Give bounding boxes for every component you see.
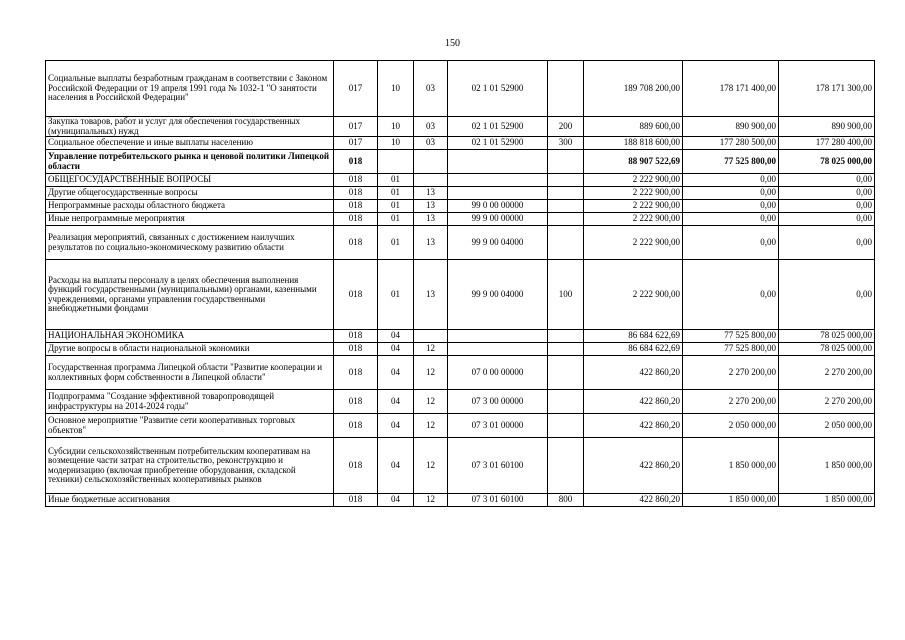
amount-year-3: 0,00: [779, 226, 875, 260]
target-article-code: 07 0 00 00000: [448, 356, 548, 390]
table-row: [46, 330, 875, 343]
expense-type-code: [548, 61, 584, 117]
section-code: 04: [378, 330, 414, 343]
subsection-code: 03: [414, 61, 448, 117]
section-code: 01: [378, 213, 414, 226]
table-row: [46, 213, 875, 226]
subsection-code: 12: [414, 390, 448, 414]
amount-year-1: 422 860,20: [584, 494, 683, 507]
expense-name: ОБЩЕГОСУДАРСТВЕННЫЕ ВОПРОСЫ: [46, 174, 334, 187]
target-article-code: [448, 187, 548, 200]
table-row: [46, 61, 875, 117]
target-article-code: 07 3 00 00000: [448, 390, 548, 414]
subsection-code: 13: [414, 200, 448, 213]
expense-name: Другие общегосударственные вопросы: [46, 187, 334, 200]
amount-year-1: 2 222 900,00: [584, 200, 683, 213]
target-article-code: 99 0 00 00000: [448, 200, 548, 213]
expense-type-code: 300: [548, 137, 584, 150]
target-article-code: 99 9 00 00000: [448, 213, 548, 226]
expense-type-code: [548, 330, 584, 343]
expense-name: Иные бюджетные ассигнования: [46, 494, 334, 507]
section-code: 04: [378, 494, 414, 507]
subsection-code: 13: [414, 226, 448, 260]
ministry-code: 018: [334, 200, 378, 213]
amount-year-1: 422 860,20: [584, 390, 683, 414]
target-article-code: 07 3 01 60100: [448, 438, 548, 494]
ministry-code: 017: [334, 137, 378, 150]
target-article-code: [448, 174, 548, 187]
amount-year-1: 88 907 522,69: [584, 150, 683, 174]
amount-year-3: 78 025 000,00: [779, 343, 875, 356]
table-row: [46, 356, 875, 390]
expense-name: Государственная программа Липецкой области "Развитие кооперации и коллективных форм собственности в Липецкой области": [46, 356, 334, 390]
expense-type-code: 800: [548, 494, 584, 507]
expense-name: Закупка товаров, работ и услуг для обеспечения государственных (муниципальных) нужд: [46, 117, 334, 137]
ministry-code: 018: [334, 213, 378, 226]
subsection-code: 12: [414, 438, 448, 494]
section-code: 01: [378, 260, 414, 330]
expense-type-code: [548, 150, 584, 174]
ministry-code: 018: [334, 330, 378, 343]
amount-year-1: 422 860,20: [584, 438, 683, 494]
section-code: 01: [378, 187, 414, 200]
amount-year-1: 889 600,00: [584, 117, 683, 137]
section-code: 10: [378, 61, 414, 117]
amount-year-1: 86 684 622,69: [584, 343, 683, 356]
table-row: [46, 226, 875, 260]
amount-year-3: 78 025 000,00: [779, 150, 875, 174]
amount-year-1: 2 222 900,00: [584, 174, 683, 187]
expense-type-code: [548, 174, 584, 187]
ministry-code: 017: [334, 61, 378, 117]
expense-name: Другие вопросы в области национальной экономики: [46, 343, 334, 356]
amount-year-3: 0,00: [779, 187, 875, 200]
budget-table: [45, 60, 875, 507]
ministry-code: 018: [334, 260, 378, 330]
expense-type-code: [548, 438, 584, 494]
amount-year-2: 2 050 000,00: [683, 414, 779, 438]
ministry-code: 018: [334, 187, 378, 200]
expense-name: Иные непрограммные мероприятия: [46, 213, 334, 226]
ministry-code: 018: [334, 174, 378, 187]
subsection-code: 13: [414, 260, 448, 330]
expense-name: Социальное обеспечение и иные выплаты населению: [46, 137, 334, 150]
amount-year-3: 0,00: [779, 213, 875, 226]
amount-year-1: 2 222 900,00: [584, 187, 683, 200]
amount-year-1: 2 222 900,00: [584, 260, 683, 330]
subsection-code: [414, 330, 448, 343]
amount-year-2: 0,00: [683, 200, 779, 213]
table-row: [46, 174, 875, 187]
target-article-code: 02 1 01 52900: [448, 117, 548, 137]
amount-year-3: 1 850 000,00: [779, 438, 875, 494]
subsection-code: 12: [414, 414, 448, 438]
table-row: [46, 117, 875, 137]
amount-year-3: 890 900,00: [779, 117, 875, 137]
target-article-code: [448, 343, 548, 356]
expense-type-code: [548, 390, 584, 414]
section-code: 01: [378, 200, 414, 213]
amount-year-2: 77 525 800,00: [683, 330, 779, 343]
amount-year-2: 1 850 000,00: [683, 438, 779, 494]
table-row: [46, 200, 875, 213]
subsection-code: 03: [414, 137, 448, 150]
expense-name: Управление потребительского рынка и ценовой политики Липецкой области: [46, 150, 334, 174]
amount-year-3: 0,00: [779, 260, 875, 330]
amount-year-2: 0,00: [683, 260, 779, 330]
section-code: 01: [378, 226, 414, 260]
expense-type-code: [548, 213, 584, 226]
target-article-code: 07 3 01 00000: [448, 414, 548, 438]
ministry-code: 018: [334, 226, 378, 260]
amount-year-2: 0,00: [683, 226, 779, 260]
expense-type-code: [548, 226, 584, 260]
amount-year-2: 2 270 200,00: [683, 356, 779, 390]
expense-type-code: [548, 200, 584, 213]
section-code: 04: [378, 356, 414, 390]
subsection-code: [414, 174, 448, 187]
amount-year-2: 890 900,00: [683, 117, 779, 137]
expense-name: Расходы на выплаты персоналу в целях обеспечения выполнения функций государственными (муниципальными) органами, казенными учреждениями, органами управления государственными внебюджетными фондами: [46, 260, 334, 330]
expense-name: Подпрограмма "Создание эффективной товаропроводящей инфраструктуры на 2014-2024 годы": [46, 390, 334, 414]
expense-name: Основное мероприятие "Развитие сети кооперативных торговых объектов": [46, 414, 334, 438]
table-row: [46, 187, 875, 200]
section-code: 10: [378, 137, 414, 150]
target-article-code: 02 1 01 52900: [448, 137, 548, 150]
target-article-code: 99 9 00 04000: [448, 260, 548, 330]
subsection-code: [414, 150, 448, 174]
ministry-code: 018: [334, 390, 378, 414]
amount-year-2: 177 280 500,00: [683, 137, 779, 150]
subsection-code: 03: [414, 117, 448, 137]
amount-year-2: 0,00: [683, 187, 779, 200]
table-row: [46, 438, 875, 494]
amount-year-3: 2 270 200,00: [779, 356, 875, 390]
amount-year-2: 0,00: [683, 174, 779, 187]
expense-type-code: [548, 343, 584, 356]
expense-name: Реализация мероприятий, связанных с достижением наилучших результатов по социально-экономическому развитию области: [46, 226, 334, 260]
subsection-code: 12: [414, 494, 448, 507]
subsection-code: 12: [414, 356, 448, 390]
amount-year-2: 1 850 000,00: [683, 494, 779, 507]
ministry-code: 018: [334, 494, 378, 507]
target-article-code: 99 9 00 04000: [448, 226, 548, 260]
target-article-code: 07 3 01 60100: [448, 494, 548, 507]
section-code: 10: [378, 117, 414, 137]
table-row: [46, 260, 875, 330]
table-row: [46, 137, 875, 150]
expense-type-code: [548, 414, 584, 438]
amount-year-2: 178 171 400,00: [683, 61, 779, 117]
amount-year-1: 188 818 600,00: [584, 137, 683, 150]
amount-year-3: 2 050 000,00: [779, 414, 875, 438]
amount-year-2: 77 525 800,00: [683, 343, 779, 356]
amount-year-1: 189 708 200,00: [584, 61, 683, 117]
section-code: [378, 150, 414, 174]
amount-year-1: 86 684 622,69: [584, 330, 683, 343]
amount-year-1: 2 222 900,00: [584, 226, 683, 260]
target-article-code: 02 1 01 52900: [448, 61, 548, 117]
amount-year-2: 77 525 800,00: [683, 150, 779, 174]
ministry-code: 018: [334, 438, 378, 494]
ministry-code: 018: [334, 150, 378, 174]
expense-name: Непрограммные расходы областного бюджета: [46, 200, 334, 213]
amount-year-3: 177 280 400,00: [779, 137, 875, 150]
amount-year-1: 422 860,20: [584, 356, 683, 390]
subsection-code: 13: [414, 213, 448, 226]
amount-year-2: 0,00: [683, 213, 779, 226]
expense-name: НАЦИОНАЛЬНАЯ ЭКОНОМИКА: [46, 330, 334, 343]
section-code: 04: [378, 390, 414, 414]
section-code: 04: [378, 343, 414, 356]
section-code: 04: [378, 438, 414, 494]
table-body: [46, 61, 875, 507]
expense-type-code: [548, 187, 584, 200]
ministry-code: 017: [334, 117, 378, 137]
amount-year-3: 0,00: [779, 200, 875, 213]
expense-type-code: 200: [548, 117, 584, 137]
amount-year-3: 0,00: [779, 174, 875, 187]
expense-name: Социальные выплаты безработным гражданам в соответствии с Законом Российской Федерации от 19 апреля 1991 года № 1032-1 "О занятости населения в Российской Федерации": [46, 61, 334, 117]
amount-year-3: 178 171 300,00: [779, 61, 875, 117]
expense-name: Субсидии сельскохозяйственным потребительским кооперативам на возмещение части затрат на строительство, реконструкцию и модернизацию (включая приобретение оборудования, складской техники) сельскохозяйственных кооперативных рынков: [46, 438, 334, 494]
table-row: [46, 343, 875, 356]
ministry-code: 018: [334, 343, 378, 356]
section-code: 04: [378, 414, 414, 438]
amount-year-3: 2 270 200,00: [779, 390, 875, 414]
table-row: [46, 150, 875, 174]
table-row: [46, 390, 875, 414]
target-article-code: [448, 150, 548, 174]
table-row: [46, 494, 875, 507]
amount-year-1: 2 222 900,00: [584, 213, 683, 226]
amount-year-3: 78 025 000,00: [779, 330, 875, 343]
amount-year-3: 1 850 000,00: [779, 494, 875, 507]
expense-type-code: 100: [548, 260, 584, 330]
subsection-code: 12: [414, 343, 448, 356]
ministry-code: 018: [334, 414, 378, 438]
ministry-code: 018: [334, 356, 378, 390]
amount-year-2: 2 270 200,00: [683, 390, 779, 414]
expense-type-code: [548, 356, 584, 390]
target-article-code: [448, 330, 548, 343]
page-number: 150: [445, 38, 460, 49]
subsection-code: 13: [414, 187, 448, 200]
section-code: 01: [378, 174, 414, 187]
amount-year-1: 422 860,20: [584, 414, 683, 438]
table-row: [46, 414, 875, 438]
